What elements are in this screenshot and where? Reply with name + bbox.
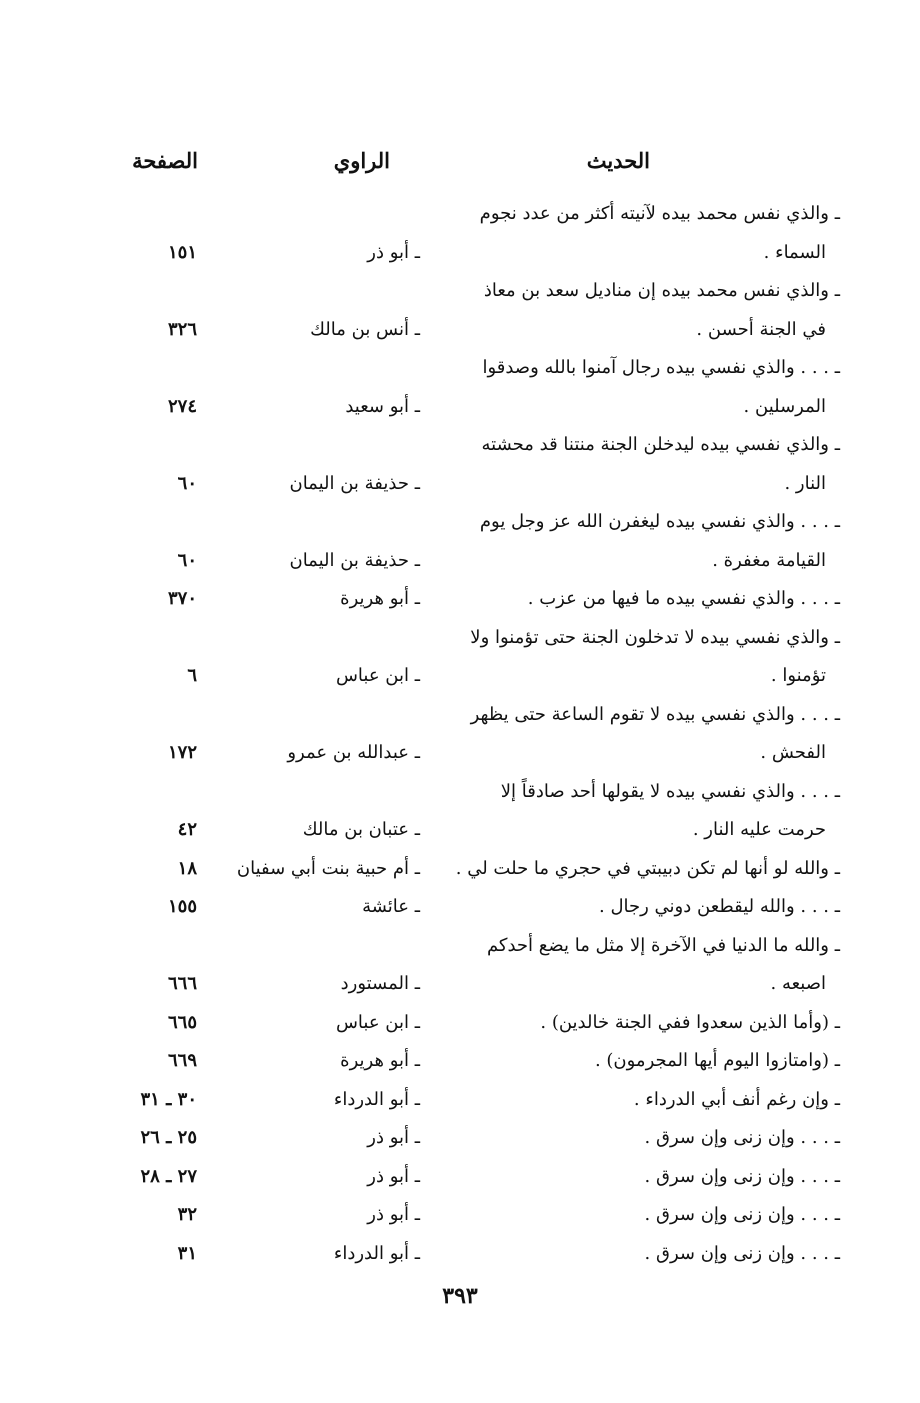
page-ref: ٦٦٩ [167,1050,197,1071]
index-entry [0,277,920,354]
hadith-text: ـ . . . وإن زنى وإن سرق . [644,1127,840,1148]
page-ref: ٦٠ [177,549,197,571]
entry-line [0,1086,920,1125]
index-entry [0,1086,920,1125]
page-ref: ٢٧ ـ ٢٨ [140,1165,197,1187]
index-entry [0,624,920,701]
hadith-text: ـ والذي نفس محمد بيده لآنيته أكثر من عدد نجوم [479,203,840,224]
hadith-text: النار . [784,472,826,494]
entry-line [0,585,920,624]
entry-line [0,816,920,855]
entry-line [0,1047,920,1086]
entry-line [0,893,920,932]
page-ref: ٤٢ [177,819,197,840]
narrator: ـ أبو الدرداء [333,1242,420,1264]
hadith-text: ـ . . . والذي نفسي بيده لا يقولها أحد صادقاً إلا [500,780,840,802]
index-entry [0,893,920,932]
page-ref: ١٨ [177,857,197,879]
hadith-text: ـ . . . وإن زنى وإن سرق . [644,1204,840,1225]
index-entry [0,354,920,431]
entry-line [0,470,920,509]
page-ref: ١٥١ [167,241,197,263]
entry-line [0,431,920,470]
page-ref: ٣٠ ـ ٣١ [140,1088,197,1110]
entry-line [0,855,920,894]
hadith-text: ـ والذي نفس محمد بيده إن مناديل سعد بن معاذ [483,280,840,301]
hadith-text: ـ . . . والله ليقطعن دوني رجال . [599,896,840,917]
hadith-text: ـ وإن رغم أنف أبي الدرداء . [633,1088,840,1110]
entry-line [0,739,920,778]
index-entry [0,200,920,277]
page-ref: ٦٦٥ [167,1011,197,1033]
index-entry [0,1240,920,1279]
narrator: ـ أبو ذر [367,1204,420,1225]
entry-line [0,1163,920,1202]
page-ref: ٦٠ [177,472,197,494]
hadith-text: تؤمنوا . [770,665,826,686]
page-ref: ٣٢ [177,1204,197,1225]
hadith-text: حرمت عليه النار . [692,819,826,840]
entry-line [0,508,920,547]
hadith-text: السماء . [763,241,826,263]
hadith-text: ـ والذي نفسي بيده ليدخلن الجنة منتنا قد محشته [481,434,840,455]
header-narrator: الراوي [333,148,390,173]
hadith-text: الفحش . [760,742,826,763]
entry-line [0,932,920,971]
hadith-text: ـ . . . والذي نفسي بيده ما فيها من عزب . [527,588,840,609]
hadith-text: ـ . . . وإن زنى وإن سرق . [644,1242,840,1264]
hadith-text: ـ . . . والذي نفسي بيده لا تقوم الساعة حتى يظهر [470,703,840,725]
index-entry [0,1047,920,1086]
narrator: ـ عائشة [362,896,420,917]
index-entry [0,1124,920,1163]
hadith-text: في الجنة أحسن . [696,318,826,340]
page-ref: ٢٥ ـ ٢٦ [140,1127,197,1148]
header-page: الصفحة [132,148,198,173]
narrator: ـ حذيفة بن اليمان [289,549,420,571]
narrator: ـ المستورد [340,973,420,994]
index-entry [0,431,920,508]
narrator: ـ أبو ذر [367,1127,420,1148]
entry-line [0,316,920,355]
entry-line [0,277,920,316]
page-ref: ٣٢٦ [167,318,197,340]
index-entry [0,1009,920,1048]
entry-line [0,624,920,663]
page-ref: ٢٧٤ [167,395,197,417]
entry-line [0,1124,920,1163]
hadith-text: ـ . . . وإن زنى وإن سرق . [644,1165,840,1187]
narrator: ـ أنس بن مالك [310,318,420,340]
hadith-text: ـ والله ما الدنيا في الآخرة إلا مثل ما يضع أحدكم [486,934,840,956]
index-entry [0,585,920,624]
narrator: ـ أبو سعيد [345,395,420,417]
entry-line [0,970,920,1009]
page-ref: ٣٧٠ [167,588,197,609]
narrator: ـ أبو ذر [367,241,420,263]
entry-line [0,778,920,817]
hadith-text: ـ . . . والذي نفسي بيده ليغفرن الله عز وجل يوم [479,511,840,532]
entry-line [0,1009,920,1048]
narrator: ـ حذيفة بن اليمان [289,472,420,494]
page-ref: ٣١ [177,1242,197,1264]
hadith-text: القيامة مغفرة . [712,549,826,571]
narrator: ـ أم حبية بنت أبي سفيان [236,857,420,879]
hadith-text: ـ (وأما الذين سعدوا ففي الجنة خالدين) . [540,1011,840,1033]
index-entry [0,1163,920,1202]
entry-line [0,1201,920,1240]
header-hadith: الحديث [586,148,650,173]
index-entry [0,701,920,778]
narrator: ـ عبدالله بن عمرو [287,742,420,763]
entry-line [0,354,920,393]
page-ref: ٦٦٦ [167,973,197,994]
index-entry [0,1201,920,1240]
narrator: ـ أبو ذر [367,1165,420,1187]
index-entry [0,778,920,855]
index-entry [0,855,920,894]
entry-line [0,239,920,278]
page-number: ٣٩٣ [442,1283,478,1309]
hadith-text: ـ . . . والذي نفسي بيده رجال آمنوا بالله وصدقوا [482,357,840,378]
entry-line [0,200,920,239]
hadith-index-list [0,200,920,1278]
narrator: ـ أبو هريرة [340,1050,420,1071]
narrator: ـ ابن عباس [335,665,420,686]
entry-line [0,1240,920,1279]
entry-line [0,393,920,432]
hadith-text: اصبعه . [770,973,826,994]
entry-line [0,547,920,586]
page-ref: ٦ [187,665,197,686]
index-entry [0,932,920,1009]
hadith-text: ـ (وامتازوا اليوم أيها المجرمون) . [594,1050,840,1071]
narrator: ـ أبو هريرة [340,588,420,609]
hadith-text: ـ والذي نفسي بيده لا تدخلون الجنة حتى تؤمنوا ولا [470,626,840,648]
narrator: ـ ابن عباس [335,1011,420,1033]
narrator: ـ أبو الدرداء [333,1088,420,1110]
entry-line [0,662,920,701]
page-ref: ١٥٥ [167,896,197,917]
hadith-text: ـ والله لو أنها لم تكن دبيبتي في حجري ما حلت لي . [455,857,840,879]
narrator: ـ عتبان بن مالك [302,819,420,840]
page-ref: ١٧٢ [167,742,197,763]
entry-line [0,701,920,740]
hadith-text: المرسلين . [743,395,826,417]
index-entry [0,508,920,585]
